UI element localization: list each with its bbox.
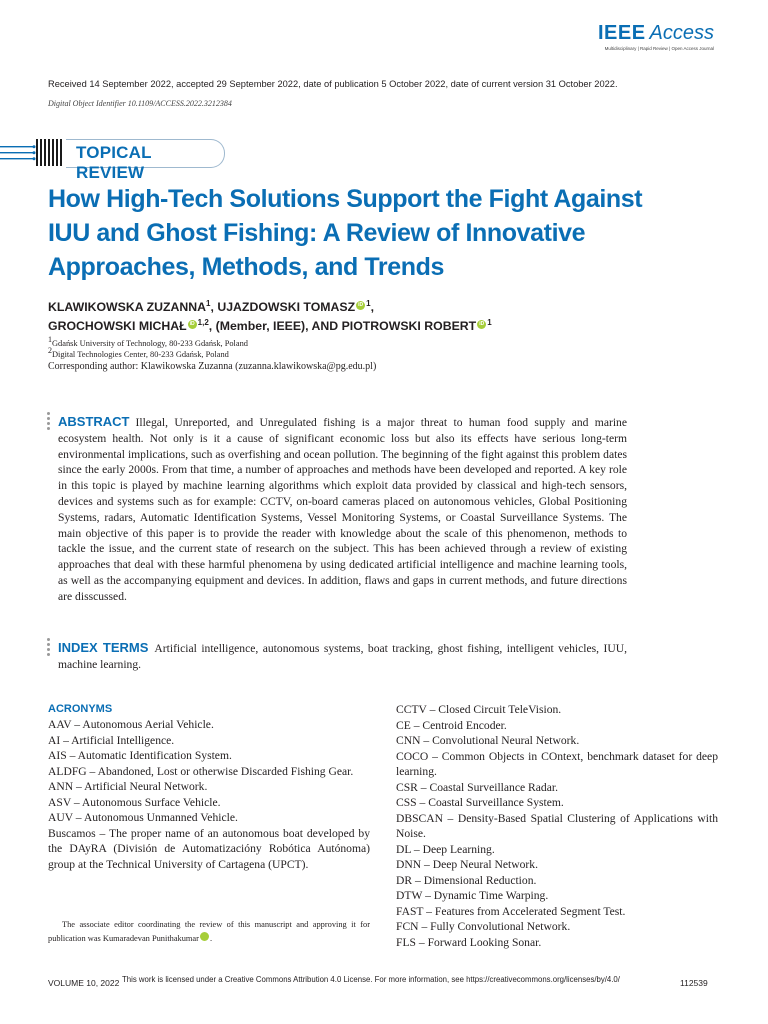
- index-terms-dots-icon: [47, 638, 50, 658]
- index-terms-label: INDEX TERMS: [58, 640, 149, 655]
- acronyms-heading: ACRONYMS: [48, 703, 113, 715]
- acronym-entry: CCTV – Closed Circuit TeleVision.: [396, 703, 562, 716]
- acronym-entry: DNN – Deep Neural Network.: [396, 858, 538, 871]
- author-affil-sup: 1,2: [197, 318, 209, 327]
- acronym-entry: ANN – Artificial Neural Network.: [48, 780, 208, 793]
- author-name: KLAWIKOWSKA ZUZANNA: [48, 300, 207, 315]
- abstract: [58, 414, 627, 605]
- acronym-entry: Buscamos – The proper name of an autonomous boat developed by the DAyRA (División de Automatizacióny Robótica Autónoma) group at the Technical University of Cartagena (UPCT).: [48, 826, 370, 871]
- author-line-2: [48, 318, 492, 333]
- author-name: GROCHOWSKI MICHAŁ: [48, 319, 187, 334]
- acronym-entry: AAV – Autonomous Aerial Vehicle.: [48, 718, 214, 731]
- acronym-entry: DL – Deep Learning.: [396, 842, 495, 856]
- author-affil-sup: 1: [366, 299, 371, 308]
- acronym-entry: AIS – Automatic Identification System.: [48, 749, 232, 762]
- affiliation-sup: 2: [48, 346, 52, 355]
- orcid-icon[interactable]: iD: [189, 321, 195, 327]
- index-terms-text: Artificial intelligence, autonomous systems, boat tracking, ghost fishing, intelligent vehicles, IUU, machine learning.: [58, 642, 628, 671]
- acronym-entry: DTW – Dynamic Time Warping.: [396, 889, 549, 902]
- affiliation-2: [48, 346, 229, 359]
- article-title: How High-Tech Solutions Support the Fight Against IUU and Ghost Fishing: A Review of Innovative Approaches, Methods, and Trends: [48, 185, 643, 281]
- footer-page-number: 112539: [680, 978, 708, 988]
- author-separator: ,: [210, 300, 218, 315]
- footer-license[interactable]: This work is licensed under a Creative Commons Attribution 4.0 License. For more information, see https://creativecommons.org/licenses/by/4.0/: [122, 975, 620, 984]
- journal-logo: [598, 22, 714, 51]
- logo-access-text: Access: [649, 22, 714, 44]
- author-member-note: , (Member, IEEE), AND: [208, 319, 342, 334]
- abstract-text: Illegal, Unreported, and Unregulated fishing is a major threat to human food supply and marine ecosystem health. Not only is it a cause of significant economic loss but also its effects have serious long-term environmental implications, such as overfishing and ocean pollution. The beginning of the fight against this problem dates since the early 2000s. From that time, a number of approaches and methods have been developed and reported. A key role in this topic is played by machine learning algorithms which exploit data provided by classical and high-tech sensors, devices and systems such as for example: CCTV, on-board cameras placed on autonomous vehicles, Global Positioning Systems, radars, Automatic Identification Systems, Vessel Monitoring Systems, or Coastal Surveillance Systems. The main objective of this paper is to provide the reader with knowledge about the scale of this phenomenon, methods to tackle the issue, and the current state of research on the subject. This has been achieved through a review of existing approaches that deal with these harmful phenomena by using dedicated artificial intelligence and machine learning tools, as well as the accompanying equipment and devices. In addition, flaws and gaps in current methods, and future directions are disscussed.: [58, 416, 627, 603]
- acronym-entry: ASV – Autonomous Surface Vehicle.: [48, 795, 221, 809]
- acronyms-right-column: [396, 702, 718, 950]
- affiliation-text: Digital Technologies Center, 80-233 Gdańsk, Poland: [52, 349, 229, 359]
- orcid-icon[interactable]: iD: [200, 932, 209, 941]
- orcid-icon[interactable]: iD: [479, 321, 485, 327]
- logo-ieee-text: IEEE: [597, 22, 646, 44]
- acronym-entry: FAST – Features from Accelerated Segment Test.: [396, 904, 626, 918]
- abstract-label: ABSTRACT: [58, 414, 130, 429]
- orcid-icon[interactable]: iD: [358, 302, 364, 308]
- acronym-entry: DR – Dimensional Reduction.: [396, 873, 537, 887]
- acronyms-left-column: [48, 717, 370, 872]
- doi: Digital Object Identifier 10.1109/ACCESS.2022.3212384: [48, 99, 232, 108]
- acronym-entry: ALDFG – Abandoned, Lost or otherwise Discarded Fishing Gear.: [48, 764, 354, 778]
- author-affil-sup: 1: [487, 318, 492, 327]
- author-name: UJAZDOWSKI TOMASZ: [217, 300, 356, 315]
- acronym-entry: CE – Centroid Encoder.: [396, 718, 507, 732]
- acronym-entry: AUV – Autonomous Unmanned Vehicle.: [48, 811, 238, 824]
- footer-volume: VOLUME 10, 2022: [48, 978, 120, 988]
- affiliation-text: Gdańsk University of Technology, 80-233 Gdańsk, Poland: [52, 338, 248, 348]
- publication-dates: Received 14 September 2022, accepted 29 September 2022, date of publication 5 October 2022, date of current version 31 October 2022.: [48, 79, 618, 89]
- acronym-entry: COCO – Common Objects in COntext, benchmark dataset for deep learning.: [396, 749, 718, 778]
- acronym-entry: CSR – Coastal Surveillance Radar.: [396, 780, 558, 794]
- acronym-entry: CNN – Convolutional Neural Network.: [396, 734, 580, 747]
- author-name: PIOTROWSKI ROBERT: [341, 319, 477, 334]
- acronym-entry: DBSCAN – Density-Based Spatial Clustering of Applications with Noise.: [396, 811, 718, 840]
- acronym-entry: FLS – Forward Looking Sonar.: [396, 935, 542, 949]
- acronym-entry: AI – Artificial Intelligence.: [48, 733, 175, 747]
- logo-tagline: Multidisciplinary | Rapid Review | Open Access Journal: [604, 46, 714, 51]
- section-tag: [66, 139, 225, 182]
- author-line-1: KLAWIKOWSKA ZUZANNA$^1$, UJAZDOWSKI TOMASZ iD $^1$,: [48, 299, 374, 315]
- affiliation-sup: 1: [48, 335, 52, 344]
- editor-note-text: The associate editor coordinating the review of this manuscript and approving it for publication was Kumaradevan Punithakumar: [48, 920, 370, 943]
- section-tag-label: TOPICAL REVIEW: [76, 143, 152, 182]
- acronym-entry: CSS – Coastal Surveillance System.: [396, 796, 564, 809]
- section-stripes-icon: [0, 136, 66, 169]
- index-terms: [58, 640, 627, 673]
- abstract-dots-icon: [47, 412, 50, 432]
- acronym-entry: FCN – Fully Convolutional Network.: [396, 920, 571, 933]
- editor-note: The associate editor coordinating the review of this manuscript and approving it for publication was Kumaradevan Punithakumar iD.: [48, 920, 370, 943]
- author-affil-sup: 1: [206, 299, 211, 308]
- corresponding-author: Corresponding author: Klawikowska Zuzanna (zuzanna.klawikowska@pg.edu.pl): [48, 361, 377, 372]
